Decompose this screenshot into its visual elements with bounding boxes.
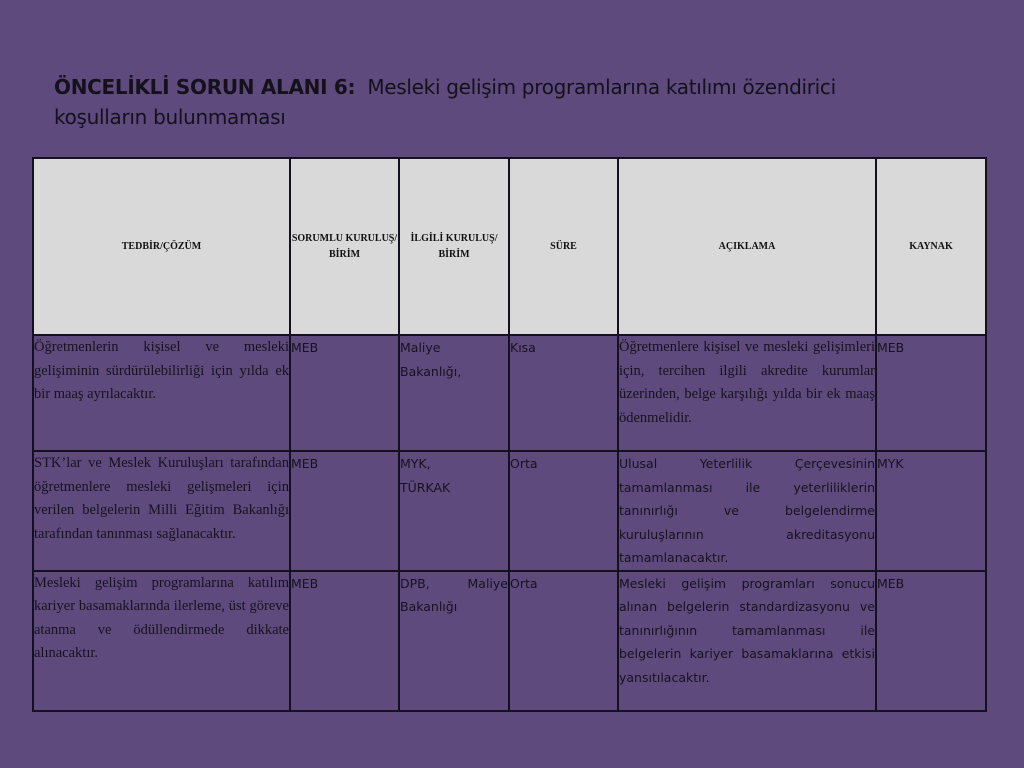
slide-title (54, 72, 954, 132)
table-row (33, 335, 986, 451)
header-aciklama: AÇIKLAMA (618, 158, 876, 335)
cell-sorumlu: MEB (290, 335, 399, 451)
header-kaynak: KAYNAK (876, 158, 986, 335)
cell-ilgili: DPB, Maliye Bakanlığı (399, 571, 509, 711)
cell-tedbir: Öğretmenlerin kişisel ve mesleki gelişiminin sürdürülebilirliği için yılda ek bir maaş ayrılacaktır. (33, 335, 290, 451)
cell-kaynak: MEB (876, 571, 986, 711)
cell-sorumlu: MEB (290, 451, 399, 571)
table-header-row (33, 158, 986, 335)
cell-ilgili: Maliye Bakanlığı, (399, 335, 509, 451)
cell-kaynak: MYK (876, 451, 986, 571)
cell-sure: Orta (509, 571, 618, 711)
cell-kaynak: MEB (876, 335, 986, 451)
cell-tedbir: Mesleki gelişim programlarına katılım kariyer basamaklarında ilerleme, üst göreve atanma ve ödüllendirmede dikkate alınacaktır. (33, 571, 290, 711)
title-rest-line2: koşulların bulunmaması (54, 105, 286, 129)
cell-aciklama: Ulusal Yeterlilik Çerçevesinin tamamlanması ile yeterliliklerin tanınırlığı ve belgelendirme kuruluşlarının akreditasyonu tamamlanacaktır. (618, 451, 876, 571)
cell-tedbir: STK’lar ve Meslek Kuruluşları tarafından öğretmenlere mesleki gelişmeleri için verilen belgelerin Milli Eğitim Bakanlığı tarafından tanınması sağlanacaktır. (33, 451, 290, 571)
title-rest-line1: Mesleki gelişim programlarına katılımı özendirici (367, 75, 836, 99)
cell-ilgili: MYK, TÜRKAK (399, 451, 509, 571)
header-sorumlu: SORUMLU KURULUŞ/ BİRİM (290, 158, 399, 335)
cell-aciklama: Öğretmenlere kişisel ve mesleki gelişimleri için, tercihen ilgili akredite kurumlar üzerinden, belge karşılığı yılda bir ek maaş ödenmelidir. (618, 335, 876, 451)
cell-sure: Orta (509, 451, 618, 571)
title-lead: ÖNCELİKLİ SORUN ALANI 6: (54, 75, 356, 99)
cell-sure: Kısa (509, 335, 618, 451)
header-sure: SÜRE (509, 158, 618, 335)
cell-aciklama: Mesleki gelişim programları sonucu alınan belgelerin standardizasyonu ve tanınırlığının tamamlanması ile belgelerin kariyer basamaklarına etkisi yansıtılacaktır. (618, 571, 876, 711)
table-row (33, 451, 986, 571)
cell-sorumlu: MEB (290, 571, 399, 711)
action-plan-table (32, 157, 987, 712)
header-ilgili: İLGİLİ KURULUŞ/ BİRİM (399, 158, 509, 335)
table-row (33, 571, 986, 711)
header-tedbir: TEDBİR/ÇÖZÜM (33, 158, 290, 335)
